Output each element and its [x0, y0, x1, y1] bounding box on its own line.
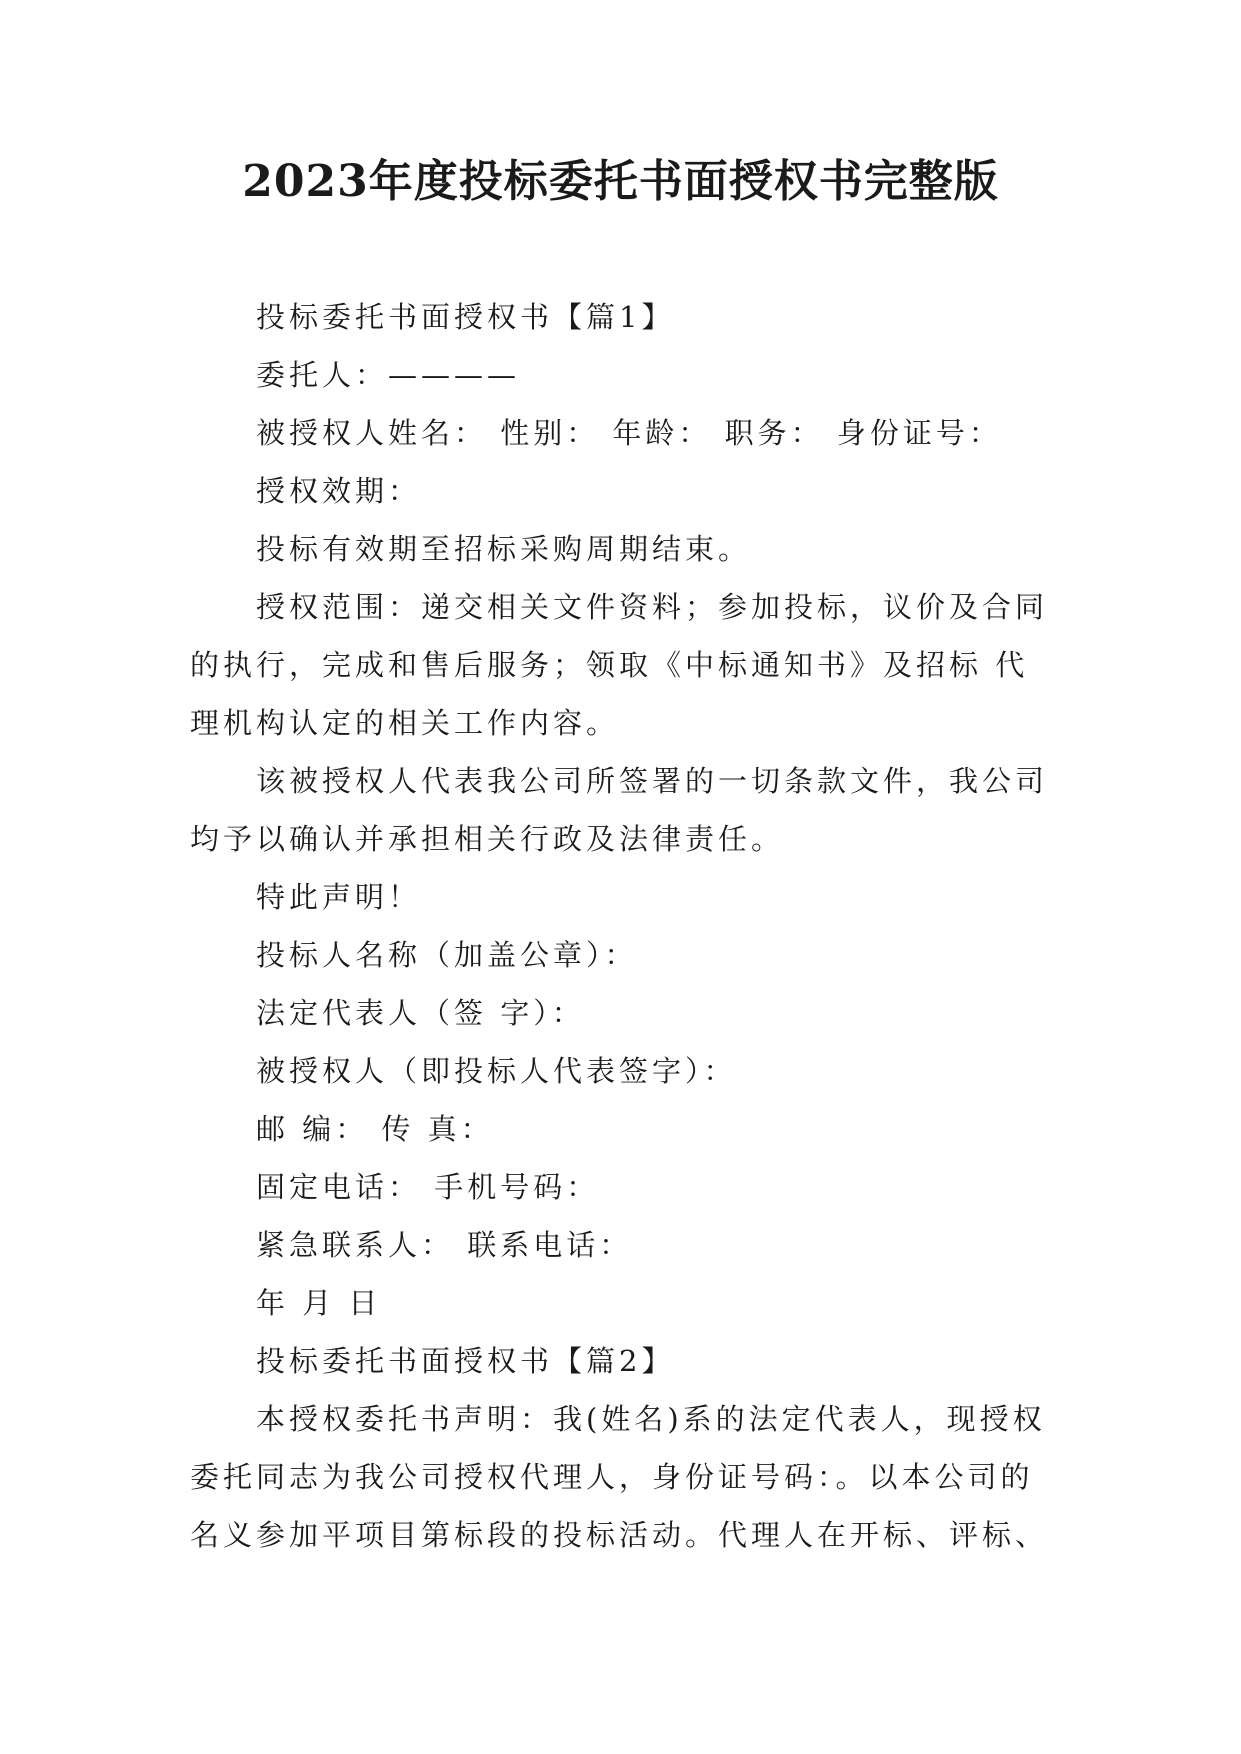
document-body	[190, 288, 1060, 1564]
bidder-name-line: 投标人名称（加盖公章）：	[256, 938, 638, 972]
heading-part-1: 投标委托书面授权书【篇1】	[256, 300, 675, 334]
postcode-fax-line: 邮 编： 传 真：	[256, 1112, 494, 1146]
authorization-period-label: 授权效期：	[256, 474, 422, 508]
authorization-scope-paragraph: 授权范围：递交相关文件资料；参加投标，议价及合同的执行，完成和售后服务；领取《中标通知书》及招标 代理机构认定的相关工作内容。	[190, 590, 1049, 740]
emergency-contact-line: 紧急联系人： 联系电话：	[256, 1228, 633, 1262]
bid-validity-paragraph: 投标有效期至招标采购周期结束。	[256, 532, 752, 566]
document-title: 2023年度投标委托书面授权书完整版	[242, 156, 999, 207]
date-line: 年 月 日	[256, 1286, 382, 1320]
phone-line: 固定电话： 手机号码：	[256, 1170, 600, 1204]
liability-paragraph: 该被授权人代表我公司所签署的一切条款文件，我公司均予以确认并承担相关行政及法律责任。	[190, 764, 1049, 856]
heading-part-2: 投标委托书面授权书【篇2】	[256, 1344, 675, 1378]
legal-representative-line: 法定代表人（签 字）：	[256, 996, 585, 1030]
authorized-person-line: 被授权人（即投标人代表签字）：	[256, 1054, 737, 1088]
part-2-declaration-paragraph: 本授权委托书声明：我(姓名)系的法定代表人，现授权委托同志为我公司授权代理人，身份证号码：。以本公司的名义参加平项目第标段的投标活动。代理人在开标、评标、	[190, 1402, 1049, 1552]
agent-info-line: 被授权人姓名： 性别： 年龄： 职务： 身份证号：	[256, 416, 1002, 450]
declaration-line: 特此声明！	[256, 880, 422, 914]
principal-line: 委托人：————	[256, 358, 521, 392]
